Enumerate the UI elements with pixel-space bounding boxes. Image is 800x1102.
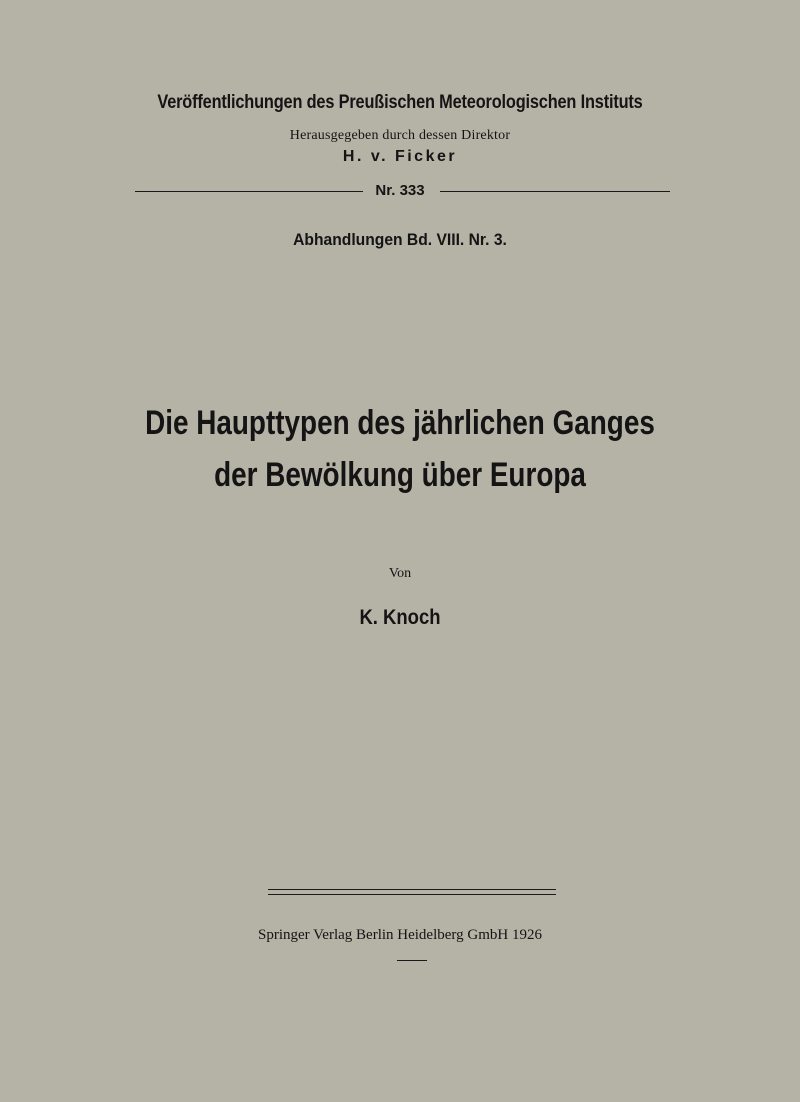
main-title-line-2: der Bewölkung über Europa [214,456,586,494]
publisher-imprint: Springer Verlag Berlin Heidelberg GmbH 1926 [258,927,542,943]
main-title-line-1: Die Haupttypen des jährlichen Ganges [145,404,655,442]
imprint-double-rule [268,889,556,895]
subseries-label: Abhandlungen Bd. VIII. Nr. 3. [293,230,507,249]
series-rule-right [440,191,670,192]
editor-name: H. v. Ficker [342,148,458,165]
editor-note: Herausgegeben durch dessen Direktor [289,128,511,143]
author-name: K. Knoch [359,606,441,629]
series-number: Nr. 333 [375,182,425,199]
by-label: Von [388,566,412,581]
imprint-short-rule [397,960,427,961]
series-title: Veröffentlichungen des Preußischen Meteorologischen Instituts [157,92,643,113]
